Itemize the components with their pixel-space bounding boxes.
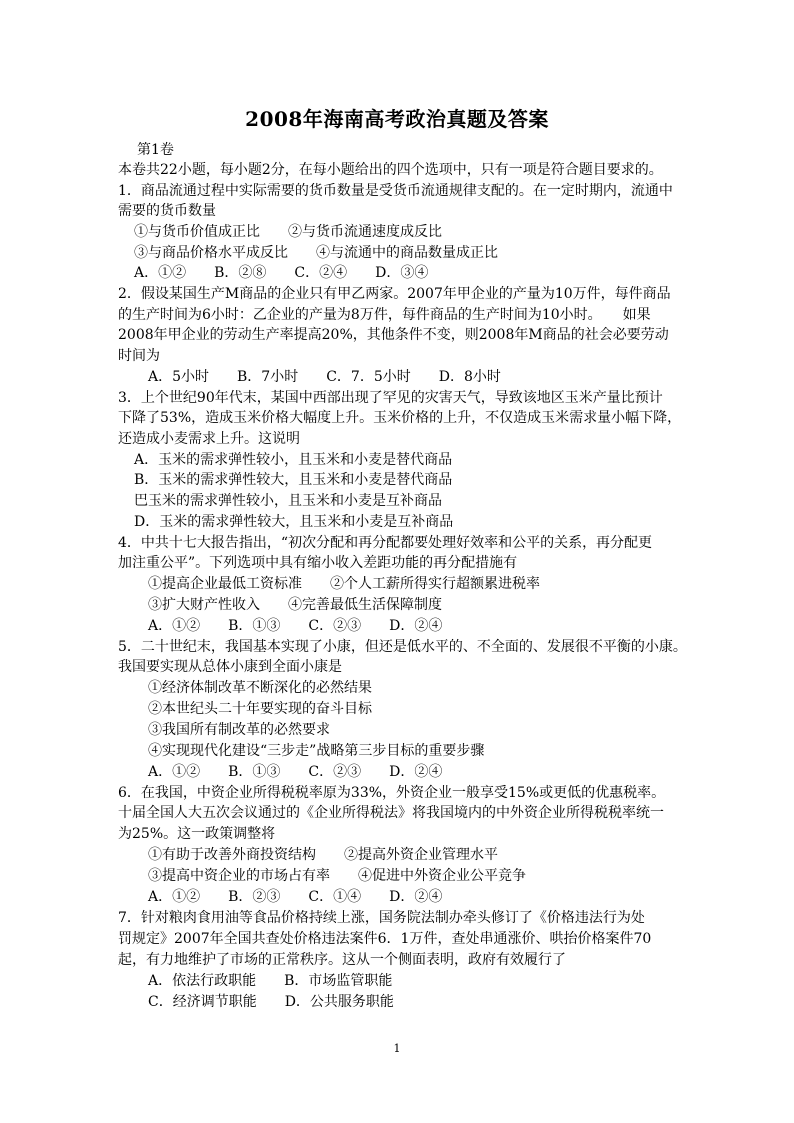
page-title: 2008年海南高考政治真题及答案 bbox=[245, 107, 549, 131]
question-5-options: A．①② B．①③ C．②③ D．②④ bbox=[148, 764, 443, 780]
question-5-stem-cont: 我国要实现从总体小康到全面小康是 bbox=[118, 659, 342, 675]
question-2-stem-cont: 2008年甲企业的劳动生产率提高20%，其他条件不变，则2008年M商品的社会必要劳动 bbox=[118, 327, 669, 343]
question-5-statement: ③我国所有制改革的必然要求 bbox=[148, 722, 330, 738]
question-5-statement: ①经济体制改革不断深化的必然结果 bbox=[148, 680, 372, 696]
question-3-stem-cont: 还造成小麦需求上升。这说明 bbox=[118, 431, 300, 447]
question-7-options: A．依法行政职能 B．市场监管职能 bbox=[148, 973, 393, 989]
question-2-options: A．5小时 B．7小时 C．7．5小时 D．8小时 bbox=[148, 369, 501, 385]
question-2-stem-cont: 时间为 bbox=[118, 348, 160, 364]
question-5-statement: ④实现现代化建设“三步走”战略第三步目标的重要步骤 bbox=[148, 743, 485, 759]
question-4-stem: 4．中共十七大报告指出，“初次分配和再分配都要处理好效率和公平的关系，再分配更 bbox=[118, 535, 653, 551]
question-1-statements: ①与货币价值成正比 ②与货币流通速度成反比 bbox=[134, 224, 442, 240]
question-7-stem-cont: 起，有力地维护了市场的正常秩序。这从一个侧面表明，政府有效履行了 bbox=[118, 952, 566, 968]
question-4-statements: ③扩大财产性收入 ④完善最低生活保障制度 bbox=[148, 597, 442, 613]
question-7-stem-cont: 罚规定》2007年全国共查处价格违法案件6．1万件，查处串通涨价、哄抬价格案件70 bbox=[118, 931, 652, 947]
question-1-stem-cont: 需要的货币数量 bbox=[118, 203, 216, 219]
section-label: 第1卷 bbox=[137, 142, 174, 158]
question-4-stem-cont: 加注重公平”。下列选项中具有缩小收入差距功能的再分配措施有 bbox=[118, 555, 518, 571]
question-4-statements: ①提高企业最低工资标准 ②个人工薪所得实行超额累进税率 bbox=[148, 576, 540, 592]
question-3-option-d: D．玉米的需求弹性较大，且玉米和小麦是互补商品 bbox=[134, 514, 454, 530]
question-5-stem: 5．二十世纪末，我国基本实现了小康，但还是低水平的、不全面的、发展很不平衡的小康。 bbox=[118, 639, 687, 655]
question-6-statements: ③提高中资企业的市场占有率 ④促进中外资企业公平竞争 bbox=[148, 868, 526, 884]
question-6-options: A．①② B．②③ C．①④ D．②④ bbox=[148, 889, 443, 905]
question-3-option-b: B．玉米的需求弹性较大，且玉米和小麦是替代商品 bbox=[134, 472, 453, 488]
question-2-stem-cont: 的生产时间为6小时：乙企业的产量为8万件，每件商品的生产时间为10小时。 如果 bbox=[118, 307, 651, 323]
question-7-stem: 7．针对粮肉食用油等食品价格持续上涨，国务院法制办牵头修订了《价格违法行为处 bbox=[118, 910, 645, 926]
question-6-stem-cont: 为25%。这一政策调整将 bbox=[118, 826, 276, 842]
question-5-statement: ②本世纪头二十年要实现的奋斗目标 bbox=[148, 701, 372, 717]
question-6-statements: ①有助于改善外商投资结构 ②提高外资企业管理水平 bbox=[148, 847, 498, 863]
question-2-stem: 2．假设某国生产M商品的企业只有甲乙两家。2007年甲企业的产量为10万件，每件商品 bbox=[118, 286, 671, 302]
question-3-option-c: 巴玉米的需求弹性较小，且玉米和小麦是互补商品 bbox=[134, 493, 442, 509]
instructions: 本卷共22小题，每小题2分，在每小题给出的四个选项中，只有一项是符合题目要求的。 bbox=[118, 162, 663, 178]
question-3-option-a: A．玉米的需求弹性较小，且玉米和小麦是替代商品 bbox=[134, 452, 453, 468]
page-number: 1 bbox=[393, 1042, 401, 1055]
question-1-options: A．①② B．②⑧ C．②④ D．③④ bbox=[134, 265, 429, 281]
question-7-options: C．经济调节职能 D．公共服务职能 bbox=[148, 994, 394, 1010]
question-6-stem-cont: 十届全国人大五次会议通过的《企业所得税法》将我国境内的中外资企业所得税税率统一 bbox=[118, 805, 664, 821]
question-3-stem-cont: 下降了53%，造成玉米价格大幅度上升。玉米价格的上升，不仅造成玉米需求量小幅下降， bbox=[118, 410, 682, 426]
question-1-statements: ③与商品价格水平成反比 ④与流通中的商品数量成正比 bbox=[134, 245, 498, 261]
question-6-stem: 6．在我国，中资企业所得税税率原为33%，外资企业一般享受15%或更低的优惠税率。 bbox=[118, 785, 666, 801]
question-1-stem: 1．商品流通过程中实际需要的货币数量是受货币流通规律支配的。在一定时期内，流通中 bbox=[118, 183, 673, 199]
question-4-options: A．①② B．①③ C．②③ D．②④ bbox=[148, 618, 443, 634]
question-3-stem: 3．上个世纪90年代末，某国中西部出现了罕见的灾害天气，导致该地区玉米产量比预计 bbox=[118, 390, 663, 406]
